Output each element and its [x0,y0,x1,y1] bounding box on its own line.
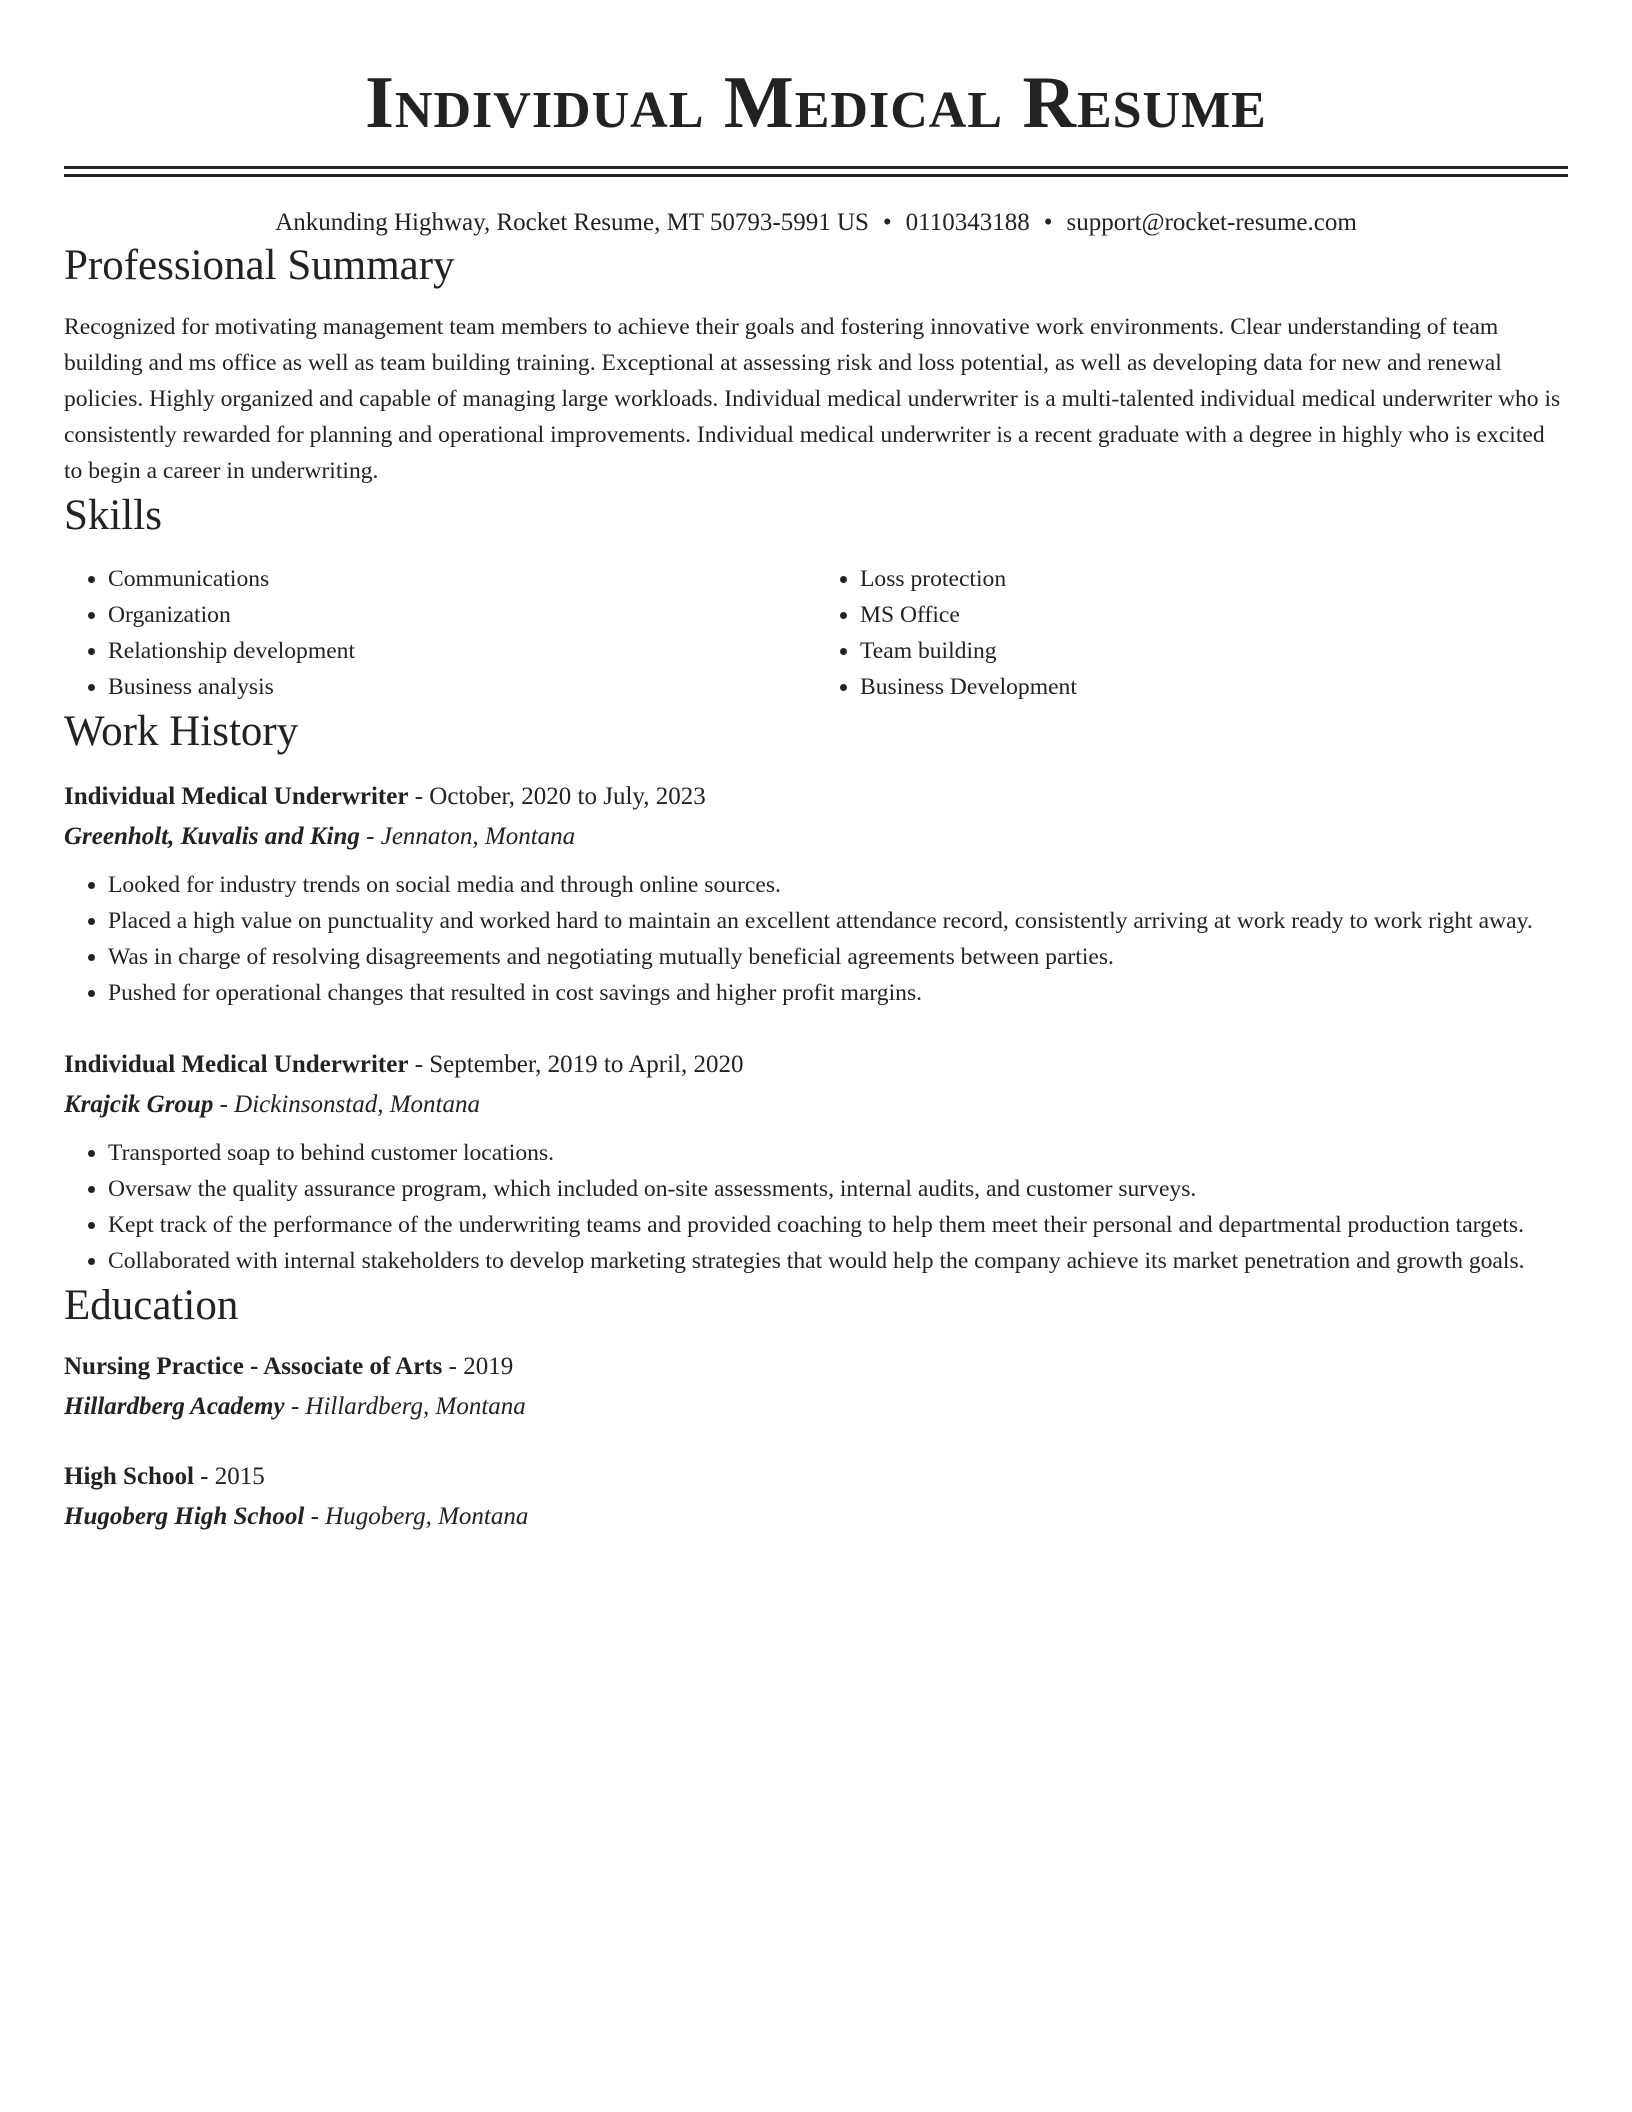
job-employer: Greenholt, Kuvalis and King - Jennaton, Montana [64,823,576,850]
contact-line [64,207,1568,239]
contact-separator: • [882,209,892,236]
job-header: Individual Medical Underwriter - September, 2019 to April, 2020 [64,1051,744,1078]
education-year: 2015 [214,1463,265,1490]
contact-email: support@rocket-resume.com [1066,209,1357,236]
section-heading-work-history: Work History [64,708,299,755]
education-location: Hugoberg, Montana [325,1503,529,1530]
education-header: Nursing Practice - Associate of Arts - 2019 [64,1353,514,1380]
list-item: • Transported soap to behind customer locations. [108,1135,1568,1171]
job-entry [64,777,1568,1011]
contact-phone: 0110343188 [905,209,1030,236]
skills-column-left [64,561,816,705]
job-bullets [64,1135,1568,1279]
education-degree: High School [64,1463,194,1490]
skill-item: • Team building [860,633,1568,669]
education-header: High School - 2015 [64,1463,265,1490]
education-entry [64,1347,1568,1427]
skill-item: • Relationship development [108,633,816,669]
list-item: • Placed a high value on punctuality and worked hard to maintain an excellent attendance record, consistently arriving at work ready to work right away. [108,903,1568,939]
contact-separator: • [1043,209,1053,236]
skill-item: • Loss protection [860,561,1568,597]
job-dates: September, 2019 to April, 2020 [429,1051,744,1078]
job-title: Individual Medical Underwriter [64,1051,409,1078]
list-item: • Oversaw the quality assurance program, which included on-site assessments, internal audits, and customer surveys. [108,1171,1568,1207]
skill-item: • Organization [108,597,816,633]
job-location: Dickinsonstad, Montana [234,1091,480,1118]
skills-column-right [816,561,1568,705]
education-school-line: Hugoberg High School - Hugoberg, Montana [64,1503,529,1530]
job-company: Krajcik Group [64,1091,214,1118]
list-item: • Looked for industry trends on social media and through online sources. [108,867,1568,903]
job-bullets [64,867,1568,1011]
title-divider [64,166,1568,177]
list-item: • Pushed for operational changes that resulted in cost savings and higher profit margins. [108,975,1568,1011]
education-school: Hillardberg Academy [64,1393,285,1420]
education-school: Hugoberg High School [64,1503,305,1530]
contact-address: Ankunding Highway, Rocket Resume, MT 50793-5991 US [275,209,869,236]
section-heading-education: Education [64,1282,239,1329]
job-header: Individual Medical Underwriter - October, 2020 to July, 2023 [64,783,706,810]
job-location: Jennaton, Montana [380,823,576,850]
job-company: Greenholt, Kuvalis and King [64,823,360,850]
education-year: 2019 [463,1353,514,1380]
list-item: • Collaborated with internal stakeholders to develop marketing strategies that would help the company achieve its market penetration and growth goals. [108,1243,1568,1279]
resume-title: Individual Medical Resume [365,62,1267,144]
job-employer: Krajcik Group - Dickinsonstad, Montana [64,1091,480,1118]
list-item: • Was in charge of resolving disagreements and negotiating mutually beneficial agreements between parties. [108,939,1568,975]
job-title: Individual Medical Underwriter [64,783,409,810]
job-dates: October, 2020 to July, 2023 [429,783,706,810]
job-entry [64,1045,1568,1279]
skill-item: • Communications [108,561,816,597]
skills-list [64,561,1568,705]
education-entry [64,1457,1568,1537]
skill-item: • MS Office [860,597,1568,633]
section-heading-summary: Professional Summary [64,242,455,289]
summary-text: Recognized for motivating management team members to achieve their goals and fostering innovative work environments. Clear understanding of team building and ms office as well as team building training. Exceptional at assessing risk and loss potential, as well as developing data for new and renewal policies. Highly organized and capable of managing large workloads. Individual medical underwriter is a multi-talented individual medical underwriter who is consistently rewarded for planning and operational improvements. Individual medical underwriter is a recent graduate with a degree in highly who is excited to begin a career in underwriting. [64,314,1561,484]
skill-item: • Business analysis [108,669,816,705]
education-degree: Nursing Practice - Associate of Arts [64,1353,443,1380]
skill-item: • Business Development [860,669,1568,705]
section-heading-skills: Skills [64,492,162,539]
education-location: Hillardberg, Montana [305,1393,526,1420]
education-school-line: Hillardberg Academy - Hillardberg, Montana [64,1393,526,1420]
list-item: • Kept track of the performance of the underwriting teams and provided coaching to help them meet their personal and departmental production targets. [108,1207,1568,1243]
